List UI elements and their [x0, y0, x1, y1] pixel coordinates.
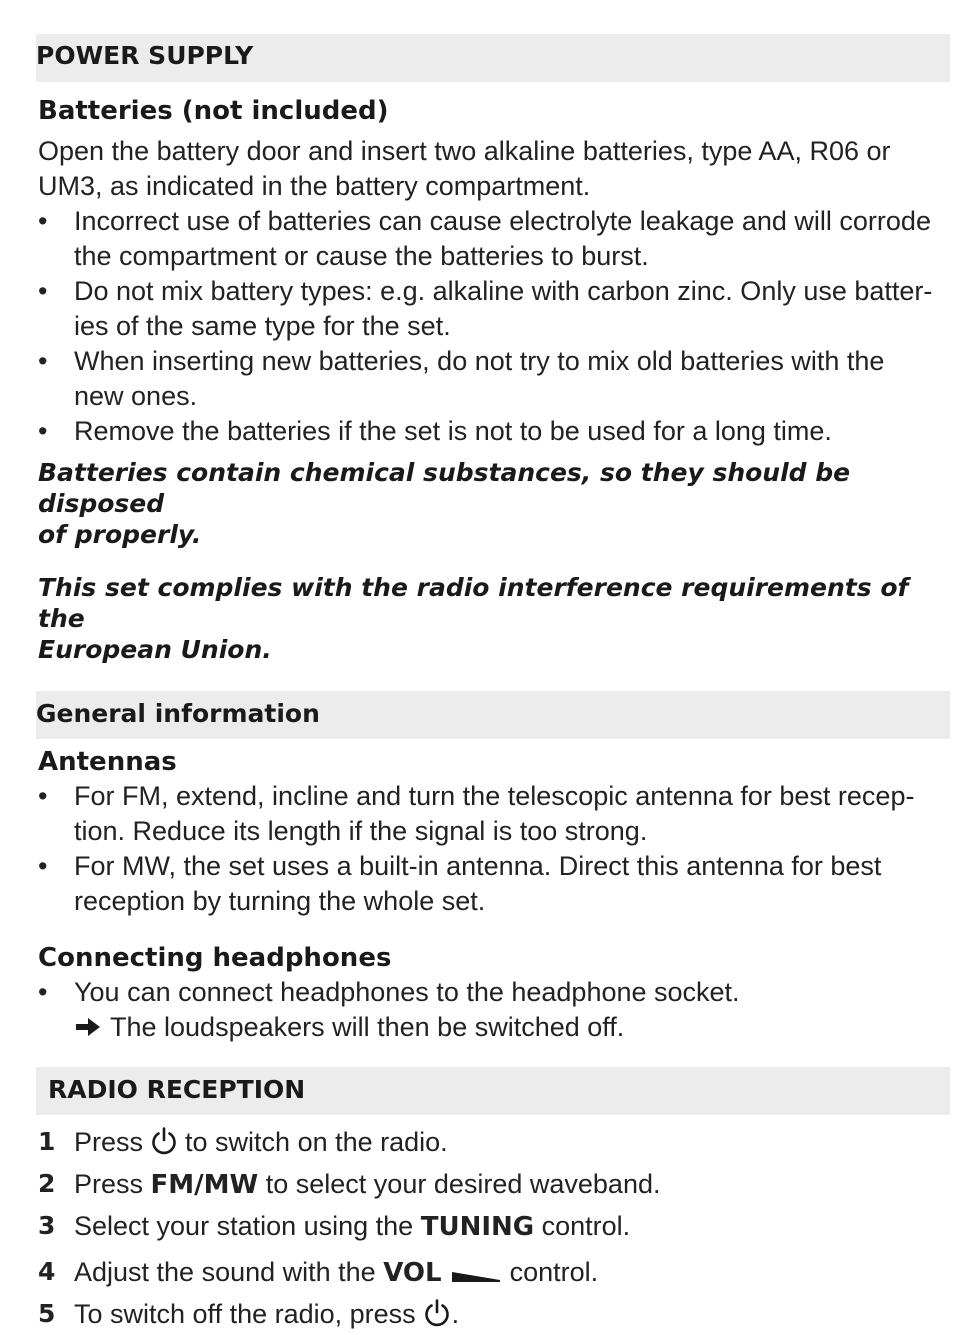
result-line [74, 1010, 950, 1045]
list-item [38, 344, 950, 414]
step-text: To switch off the radio, press [74, 1299, 416, 1329]
disposal-warning [38, 457, 950, 550]
step-text: control. [541, 1211, 631, 1241]
manual-page [38, 34, 950, 1335]
subheading-batteries: Batteries (not included) [38, 96, 389, 126]
power-icon [149, 1126, 179, 1156]
step-item [38, 1121, 950, 1163]
batteries-intro-line: Open the battery door and insert two alkaline batteries, type AA, R06 or [38, 136, 891, 166]
control-label: FM/MW [150, 1170, 259, 1200]
step-item [38, 1205, 950, 1247]
list-item-line: When inserting new batteries, do not try to mix old batteries with the [74, 346, 885, 376]
step-text: to switch on the radio. [185, 1127, 448, 1157]
step-item [38, 1251, 950, 1293]
headphones-list [38, 975, 950, 1045]
warning-line: of properly. [38, 520, 202, 549]
radio-steps-list [38, 1121, 950, 1335]
list-item-line: ies of the same type for the set. [74, 311, 451, 341]
batteries-intro [38, 134, 950, 204]
compliance-line: European Union. [38, 635, 272, 664]
step-text: Press [74, 1169, 144, 1199]
list-item [38, 274, 950, 344]
list-item [38, 204, 950, 274]
subheading-connecting-headphones: Connecting headphones [38, 943, 392, 973]
bullet-glyph: • [38, 346, 48, 376]
section-header-radio-reception: RADIO RECEPTION [36, 1067, 950, 1115]
list-item-line: tion. Reduce its length if the signal is too strong. [74, 816, 648, 846]
bullet-glyph: • [38, 206, 48, 236]
bullet-glyph: • [38, 276, 48, 306]
bullet-glyph: • [38, 781, 48, 811]
antenna-list [38, 779, 950, 919]
volume-wedge-icon [450, 1264, 502, 1282]
list-item [38, 779, 950, 849]
step-item [38, 1163, 950, 1205]
power-icon [422, 1298, 452, 1328]
result-text: The loudspeakers will then be switched off. [110, 1012, 625, 1042]
step-text: Press [74, 1127, 144, 1157]
control-label: VOL [383, 1258, 442, 1288]
arrow-right-icon [74, 1016, 102, 1038]
subheading-antennas: Antennas [38, 747, 177, 777]
list-item-line: Remove the batteries if the set is not to be used for a long time. [74, 416, 832, 446]
list-item-line: Do not mix battery types: e.g. alkaline with carbon zinc. Only use batter- [74, 276, 933, 306]
step-item [38, 1293, 950, 1335]
battery-warnings-list [38, 204, 950, 449]
list-item-line: For MW, the set uses a built-in antenna. Direct this antenna for best [74, 851, 882, 881]
list-item-line: For FM, extend, incline and turn the telescopic antenna for best recep- [74, 781, 915, 811]
step-number: 1 [38, 1127, 56, 1156]
step-text: Select your station using the [74, 1211, 414, 1241]
step-text: . [451, 1299, 460, 1329]
batteries-intro-line: UM3, as indicated in the battery compartment. [38, 171, 591, 201]
compliance-statement [38, 572, 950, 665]
list-item-line: reception by turning the whole set. [74, 886, 486, 916]
step-text: control. [509, 1257, 599, 1287]
control-label: TUNING [420, 1212, 535, 1242]
list-item-line: Incorrect use of batteries can cause electrolyte leakage and will corrode [74, 206, 931, 236]
list-item-line: the compartment or cause the batteries to burst. [74, 241, 649, 271]
section-header-general-information: General information [36, 691, 950, 739]
step-number: 2 [38, 1169, 56, 1198]
bullet-glyph: • [38, 977, 48, 1007]
compliance-line: This set complies with the radio interference requirements of the [38, 573, 909, 633]
bullet-glyph: • [38, 416, 48, 446]
section-header-power-supply: POWER SUPPLY [36, 34, 950, 82]
step-text: Adjust the sound with the [74, 1257, 376, 1287]
step-number: 3 [38, 1211, 56, 1240]
warning-line: Batteries contain chemical substances, so they should be disposed [38, 458, 851, 518]
list-item-line: new ones. [74, 381, 198, 411]
list-item [38, 849, 950, 919]
list-item [38, 975, 950, 1045]
list-item-line: You can connect headphones to the headphone socket. [74, 977, 740, 1007]
step-text: to select your desired waveband. [265, 1169, 661, 1199]
step-number: 4 [38, 1257, 56, 1286]
step-number: 5 [38, 1299, 56, 1328]
bullet-glyph: • [38, 851, 48, 881]
list-item [38, 414, 950, 449]
